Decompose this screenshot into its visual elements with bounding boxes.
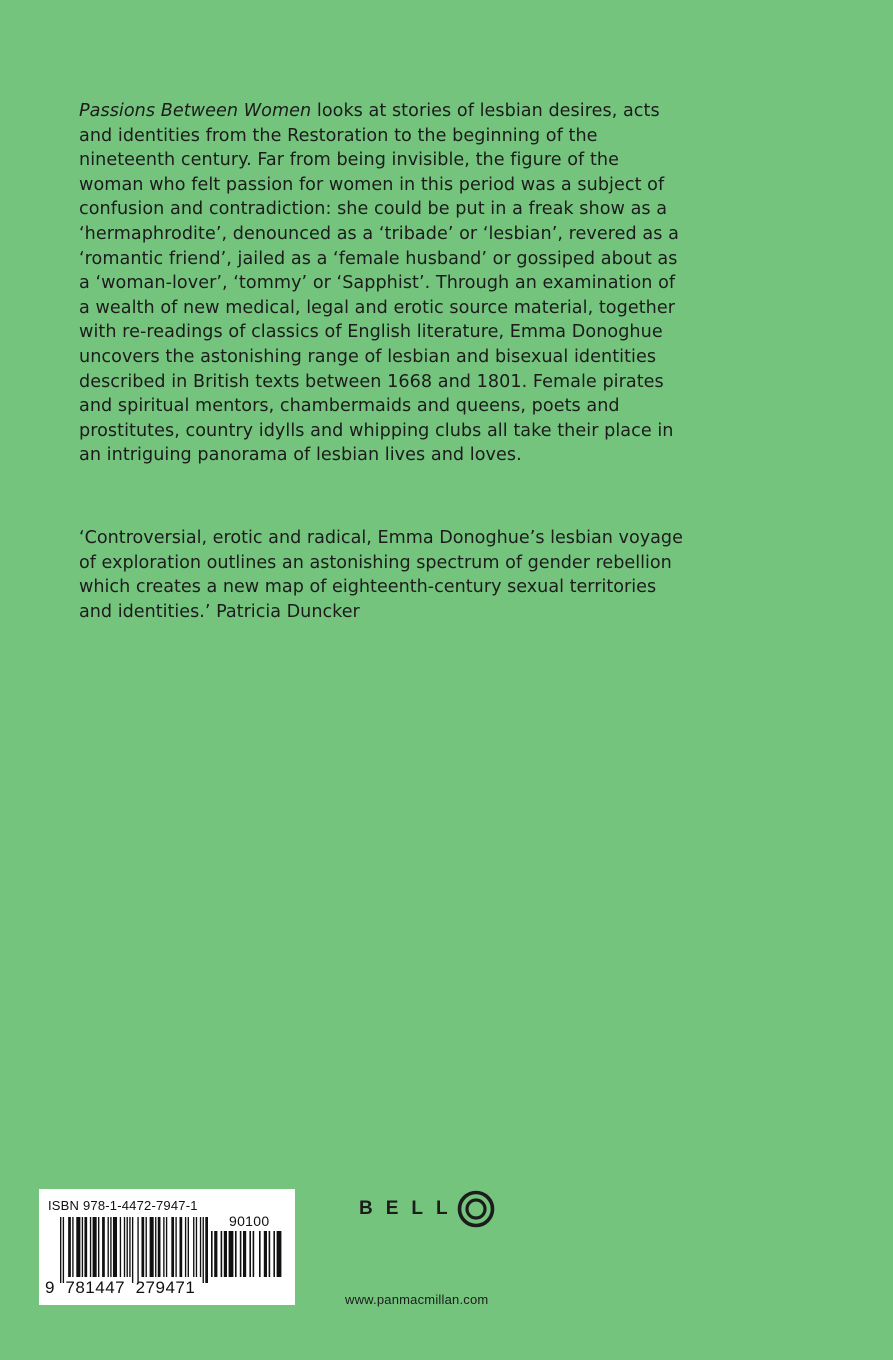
price-code: 90100: [229, 1213, 270, 1229]
logo-text: BELL: [359, 1198, 461, 1219]
ean-digits: 9 781447 279471: [45, 1278, 196, 1297]
quote-text: ‘Controversial, erotic and radical, Emma Donoghue’s lesbian voyage of exploration outlines an astonishing spectrum of gender rebellion which creates a new map of eighteenth-century sexual territories and identities.’: [79, 528, 683, 622]
book-title: Passions Between Women: [79, 101, 312, 121]
barcode-bars: [60, 1217, 208, 1283]
addon-barcode-bars: [211, 1231, 283, 1283]
quote-attribution: Patricia Duncker: [216, 601, 360, 622]
publisher-logo: [359, 1186, 495, 1232]
logo-o-ring-icon: [457, 1190, 495, 1228]
review-quote: [79, 526, 689, 624]
isbn-label: ISBN 978-1-4472-7947-1: [48, 1198, 198, 1213]
publisher-url: www.panmacmillan.com: [345, 1292, 489, 1307]
blurb-paragraph: [79, 99, 689, 468]
barcode: [39, 1189, 295, 1305]
blurb-text: looks at stories of lesbian desires, acts and identities from the Restoration to the beginning of the nineteenth century. Far from being invisible, the figure of the woman who felt passion for women in this period was a subject of confusion and contradiction: she could be put in a freak show as a ‘hermaphrodite’, denounced as a ‘tribade’ or ‘lesbian’, revered as a ‘romantic friend’, jailed as a ‘female husband’ or gossiped about as a ‘woman-lover’, ‘tommy’ or ‘Sapphist’. Through an examination of a wealth of new medical, legal and erotic source material, together with re-readings of classics of English literature, Emma Donoghue uncovers the astonishing range of lesbian and bisexual identities described in British texts between 1668 and 1801. Female pirates and spiritual mentors, chambermaids and queens, poets and prostitutes, country idylls and whipping clubs all take their place in an intriguing panorama of lesbian lives and loves.: [79, 101, 679, 466]
